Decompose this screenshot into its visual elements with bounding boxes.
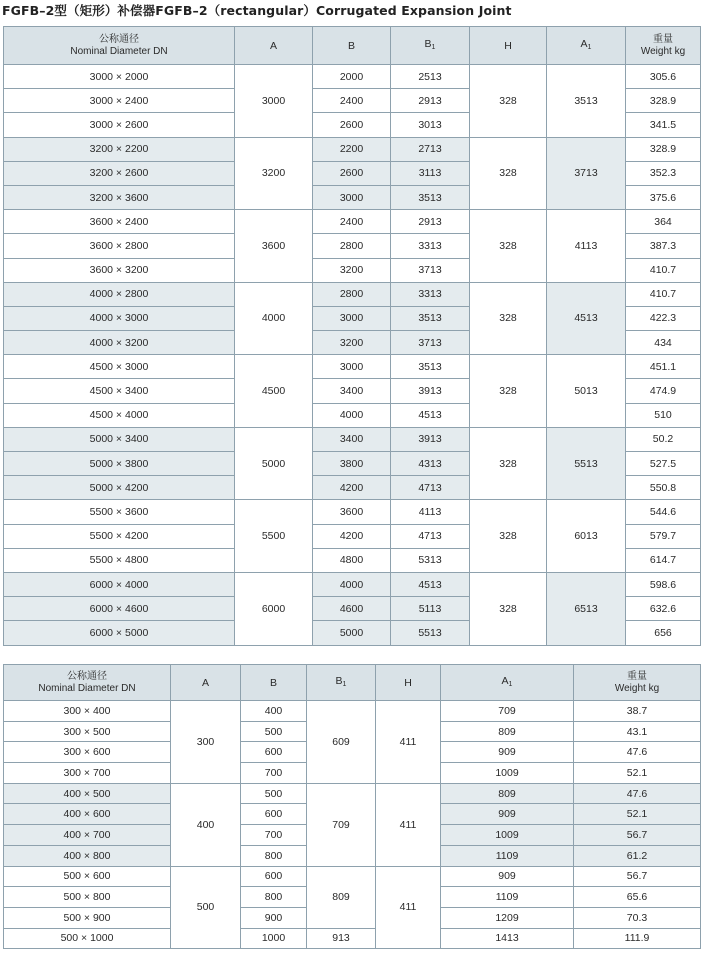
- cell-b: 5000: [313, 621, 391, 645]
- spec-table-small: [3, 664, 701, 949]
- cell-weight: 47.6: [574, 742, 701, 763]
- cell-dn: 3200 × 2600: [4, 161, 235, 185]
- cell-a: 3000: [235, 65, 313, 138]
- cell-a1: 3713: [547, 137, 626, 210]
- cell-b: 1000: [241, 928, 307, 949]
- cell-dn: 400 × 800: [4, 845, 171, 866]
- cell-weight: 410.7: [626, 258, 701, 282]
- cell-b: 600: [241, 742, 307, 763]
- cell-dn: 3000 × 2600: [4, 113, 235, 137]
- cell-b: 4600: [313, 597, 391, 621]
- cell-b: 3400: [313, 427, 391, 451]
- cell-a1: 1109: [441, 887, 574, 908]
- cell-b1: 3513: [391, 185, 470, 209]
- cell-b1: 3013: [391, 113, 470, 137]
- cell-weight: 550.8: [626, 476, 701, 500]
- cell-b1: 3513: [391, 355, 470, 379]
- cell-weight: 50.2: [626, 427, 701, 451]
- cell-dn: 3600 × 2800: [4, 234, 235, 258]
- cell-dn: 4500 × 3400: [4, 379, 235, 403]
- table-row: [4, 210, 701, 234]
- cell-a1: 4513: [547, 282, 626, 355]
- cell-weight: 52.1: [574, 763, 701, 784]
- cell-b: 3800: [313, 452, 391, 476]
- cell-a: 5500: [235, 500, 313, 573]
- cell-a1: 5013: [547, 355, 626, 428]
- cell-weight: 598.6: [626, 572, 701, 596]
- cell-weight: 434: [626, 331, 701, 355]
- table-row: [4, 866, 701, 887]
- cell-h: 328: [470, 210, 547, 283]
- cell-dn: 3600 × 2400: [4, 210, 235, 234]
- cell-b: 2400: [313, 210, 391, 234]
- table-row: [4, 137, 701, 161]
- cell-weight: 422.3: [626, 306, 701, 330]
- cell-b1: 5113: [391, 597, 470, 621]
- cell-dn: 3200 × 2200: [4, 137, 235, 161]
- cell-b1: 2913: [391, 89, 470, 113]
- cell-b1: 4713: [391, 476, 470, 500]
- cell-b: 3200: [313, 331, 391, 355]
- cell-dn: 4000 × 2800: [4, 282, 235, 306]
- cell-b: 700: [241, 763, 307, 784]
- cell-b: 700: [241, 825, 307, 846]
- cell-weight: 328.9: [626, 137, 701, 161]
- cell-dn: 4000 × 3000: [4, 306, 235, 330]
- cell-h: 328: [470, 355, 547, 428]
- cell-b: 400: [241, 701, 307, 722]
- table-header-row: [4, 27, 701, 65]
- cell-weight: 527.5: [626, 452, 701, 476]
- header-b1: $B_1$: [391, 27, 470, 65]
- cell-weight: 56.7: [574, 825, 701, 846]
- cell-a: 300: [171, 701, 241, 784]
- cell-a1: 5513: [547, 427, 626, 500]
- cell-b: 4000: [313, 403, 391, 427]
- cell-weight: 70.3: [574, 907, 701, 928]
- header-a1: $A_1$: [547, 27, 626, 65]
- cell-weight: 474.9: [626, 379, 701, 403]
- cell-dn: 300 × 700: [4, 763, 171, 784]
- cell-a1: 4113: [547, 210, 626, 283]
- header-b1: $B_1$: [307, 665, 376, 701]
- cell-dn: 6000 × 5000: [4, 621, 235, 645]
- cell-a1: 909: [441, 804, 574, 825]
- cell-b1: 3513: [391, 306, 470, 330]
- cell-dn: 500 × 600: [4, 866, 171, 887]
- cell-a1: 1009: [441, 825, 574, 846]
- header-a: A: [235, 27, 313, 65]
- header-a1: $A_1$: [441, 665, 574, 701]
- cell-dn: 5000 × 4200: [4, 476, 235, 500]
- cell-h: 411: [376, 783, 441, 866]
- table-header-row: [4, 665, 701, 701]
- cell-b: 2400: [313, 89, 391, 113]
- cell-b1: 2513: [391, 65, 470, 89]
- cell-dn: 500 × 1000: [4, 928, 171, 949]
- cell-a1: 6513: [547, 572, 626, 645]
- cell-b: 4200: [313, 476, 391, 500]
- cell-b: 800: [241, 887, 307, 908]
- cell-weight: 614.7: [626, 548, 701, 572]
- cell-a1: 709: [441, 701, 574, 722]
- cell-b1: 3113: [391, 161, 470, 185]
- header-b: B: [241, 665, 307, 701]
- header-weight: 重量 Weight kg: [626, 27, 701, 65]
- cell-h: 328: [470, 65, 547, 138]
- cell-b1: 3313: [391, 282, 470, 306]
- cell-b1: 4513: [391, 403, 470, 427]
- cell-a: 3600: [235, 210, 313, 283]
- table-row: [4, 783, 701, 804]
- header-h: H: [376, 665, 441, 701]
- cell-dn: 6000 × 4000: [4, 572, 235, 596]
- cell-b: 600: [241, 804, 307, 825]
- cell-dn: 6000 × 4600: [4, 597, 235, 621]
- cell-weight: 579.7: [626, 524, 701, 548]
- cell-dn: 5000 × 3400: [4, 427, 235, 451]
- cell-a1: 809: [441, 721, 574, 742]
- cell-b1: 913: [307, 928, 376, 949]
- cell-dn: 4500 × 4000: [4, 403, 235, 427]
- header-weight: 重量 Weight kg: [574, 665, 701, 701]
- cell-b1: 4113: [391, 500, 470, 524]
- cell-b: 2600: [313, 113, 391, 137]
- cell-b1: 3913: [391, 379, 470, 403]
- cell-a1: 1009: [441, 763, 574, 784]
- table-row: [4, 500, 701, 524]
- cell-dn: 4500 × 3000: [4, 355, 235, 379]
- cell-b: 3000: [313, 355, 391, 379]
- cell-a1: 809: [441, 783, 574, 804]
- cell-weight: 328.9: [626, 89, 701, 113]
- cell-weight: 305.6: [626, 65, 701, 89]
- cell-h: 328: [470, 500, 547, 573]
- cell-dn: 3000 × 2000: [4, 65, 235, 89]
- cell-a1: 909: [441, 866, 574, 887]
- cell-b: 3000: [313, 185, 391, 209]
- cell-b: 3600: [313, 500, 391, 524]
- cell-b: 2600: [313, 161, 391, 185]
- cell-b1: 2913: [391, 210, 470, 234]
- cell-a: 6000: [235, 572, 313, 645]
- table-row: [4, 928, 701, 949]
- table-row: [4, 355, 701, 379]
- cell-b: 4000: [313, 572, 391, 596]
- cell-b: 500: [241, 721, 307, 742]
- cell-a1: 1209: [441, 907, 574, 928]
- cell-dn: 3600 × 3200: [4, 258, 235, 282]
- cell-a1: 3513: [547, 65, 626, 138]
- table-row: [4, 427, 701, 451]
- cell-b: 600: [241, 866, 307, 887]
- cell-b1: 3713: [391, 331, 470, 355]
- cell-dn: 4000 × 3200: [4, 331, 235, 355]
- cell-b: 3400: [313, 379, 391, 403]
- cell-a1: 909: [441, 742, 574, 763]
- cell-h: 411: [376, 866, 441, 949]
- cell-b: 2800: [313, 282, 391, 306]
- cell-b1: 4313: [391, 452, 470, 476]
- cell-weight: 451.1: [626, 355, 701, 379]
- cell-dn: 300 × 500: [4, 721, 171, 742]
- cell-b1: 4513: [391, 572, 470, 596]
- cell-dn: 300 × 600: [4, 742, 171, 763]
- cell-dn: 5500 × 4200: [4, 524, 235, 548]
- cell-weight: 352.3: [626, 161, 701, 185]
- cell-a1: 1413: [441, 928, 574, 949]
- cell-dn: 3200 × 3600: [4, 185, 235, 209]
- cell-b: 2000: [313, 65, 391, 89]
- cell-b: 800: [241, 845, 307, 866]
- cell-b: 500: [241, 783, 307, 804]
- cell-weight: 341.5: [626, 113, 701, 137]
- header-a: A: [171, 665, 241, 701]
- cell-b: 2800: [313, 234, 391, 258]
- cell-dn: 5500 × 4800: [4, 548, 235, 572]
- cell-b1: 3713: [391, 258, 470, 282]
- cell-b1: 5513: [391, 621, 470, 645]
- page-title: FGFB–2型（矩形）补偿器FGFB–2（rectangular）Corrugated Expansion Joint: [2, 3, 512, 18]
- cell-weight: 410.7: [626, 282, 701, 306]
- cell-a: 3200: [235, 137, 313, 210]
- cell-h: 328: [470, 572, 547, 645]
- cell-weight: 47.6: [574, 783, 701, 804]
- cell-a: 4000: [235, 282, 313, 355]
- cell-a: 500: [171, 866, 241, 949]
- cell-dn: 5500 × 3600: [4, 500, 235, 524]
- header-nominal-diameter: 公称通径 Nominal Diameter DN: [4, 665, 171, 701]
- header-b: B: [313, 27, 391, 65]
- cell-dn: 400 × 600: [4, 804, 171, 825]
- cell-a: 5000: [235, 427, 313, 500]
- cell-weight: 510: [626, 403, 701, 427]
- cell-b1: 609: [307, 701, 376, 784]
- cell-dn: 400 × 500: [4, 783, 171, 804]
- cell-b1: 709: [307, 783, 376, 866]
- cell-weight: 544.6: [626, 500, 701, 524]
- cell-weight: 56.7: [574, 866, 701, 887]
- cell-weight: 65.6: [574, 887, 701, 908]
- table-row: [4, 572, 701, 596]
- spec-table-large: [3, 26, 701, 646]
- cell-h: 411: [376, 701, 441, 784]
- cell-weight: 38.7: [574, 701, 701, 722]
- table-row: [4, 282, 701, 306]
- cell-dn: 400 × 700: [4, 825, 171, 846]
- cell-a1: 6013: [547, 500, 626, 573]
- cell-a: 4500: [235, 355, 313, 428]
- cell-weight: 656: [626, 621, 701, 645]
- cell-b1: 5313: [391, 548, 470, 572]
- cell-weight: 52.1: [574, 804, 701, 825]
- cell-dn: 300 × 400: [4, 701, 171, 722]
- cell-dn: 5000 × 3800: [4, 452, 235, 476]
- cell-h: 328: [470, 137, 547, 210]
- cell-weight: 364: [626, 210, 701, 234]
- cell-h: 328: [470, 282, 547, 355]
- table-row: [4, 65, 701, 89]
- cell-weight: 43.1: [574, 721, 701, 742]
- cell-b1: 3313: [391, 234, 470, 258]
- cell-b: 4800: [313, 548, 391, 572]
- cell-b: 3000: [313, 306, 391, 330]
- cell-b1: 3913: [391, 427, 470, 451]
- cell-weight: 61.2: [574, 845, 701, 866]
- cell-dn: 3000 × 2400: [4, 89, 235, 113]
- header-h: H: [470, 27, 547, 65]
- cell-weight: 387.3: [626, 234, 701, 258]
- cell-weight: 632.6: [626, 597, 701, 621]
- cell-dn: 500 × 900: [4, 907, 171, 928]
- cell-h: 328: [470, 427, 547, 500]
- cell-b: 2200: [313, 137, 391, 161]
- header-nominal-diameter: 公称通径 Nominal Diameter DN: [4, 27, 235, 65]
- cell-weight: 111.9: [574, 928, 701, 949]
- cell-weight: 375.6: [626, 185, 701, 209]
- cell-b: 4200: [313, 524, 391, 548]
- cell-b1: 809: [307, 866, 376, 928]
- cell-dn: 500 × 800: [4, 887, 171, 908]
- cell-b: 900: [241, 907, 307, 928]
- cell-b1: 2713: [391, 137, 470, 161]
- cell-b: 3200: [313, 258, 391, 282]
- cell-a1: 1109: [441, 845, 574, 866]
- cell-b1: 4713: [391, 524, 470, 548]
- cell-a: 400: [171, 783, 241, 866]
- table-row: [4, 701, 701, 722]
